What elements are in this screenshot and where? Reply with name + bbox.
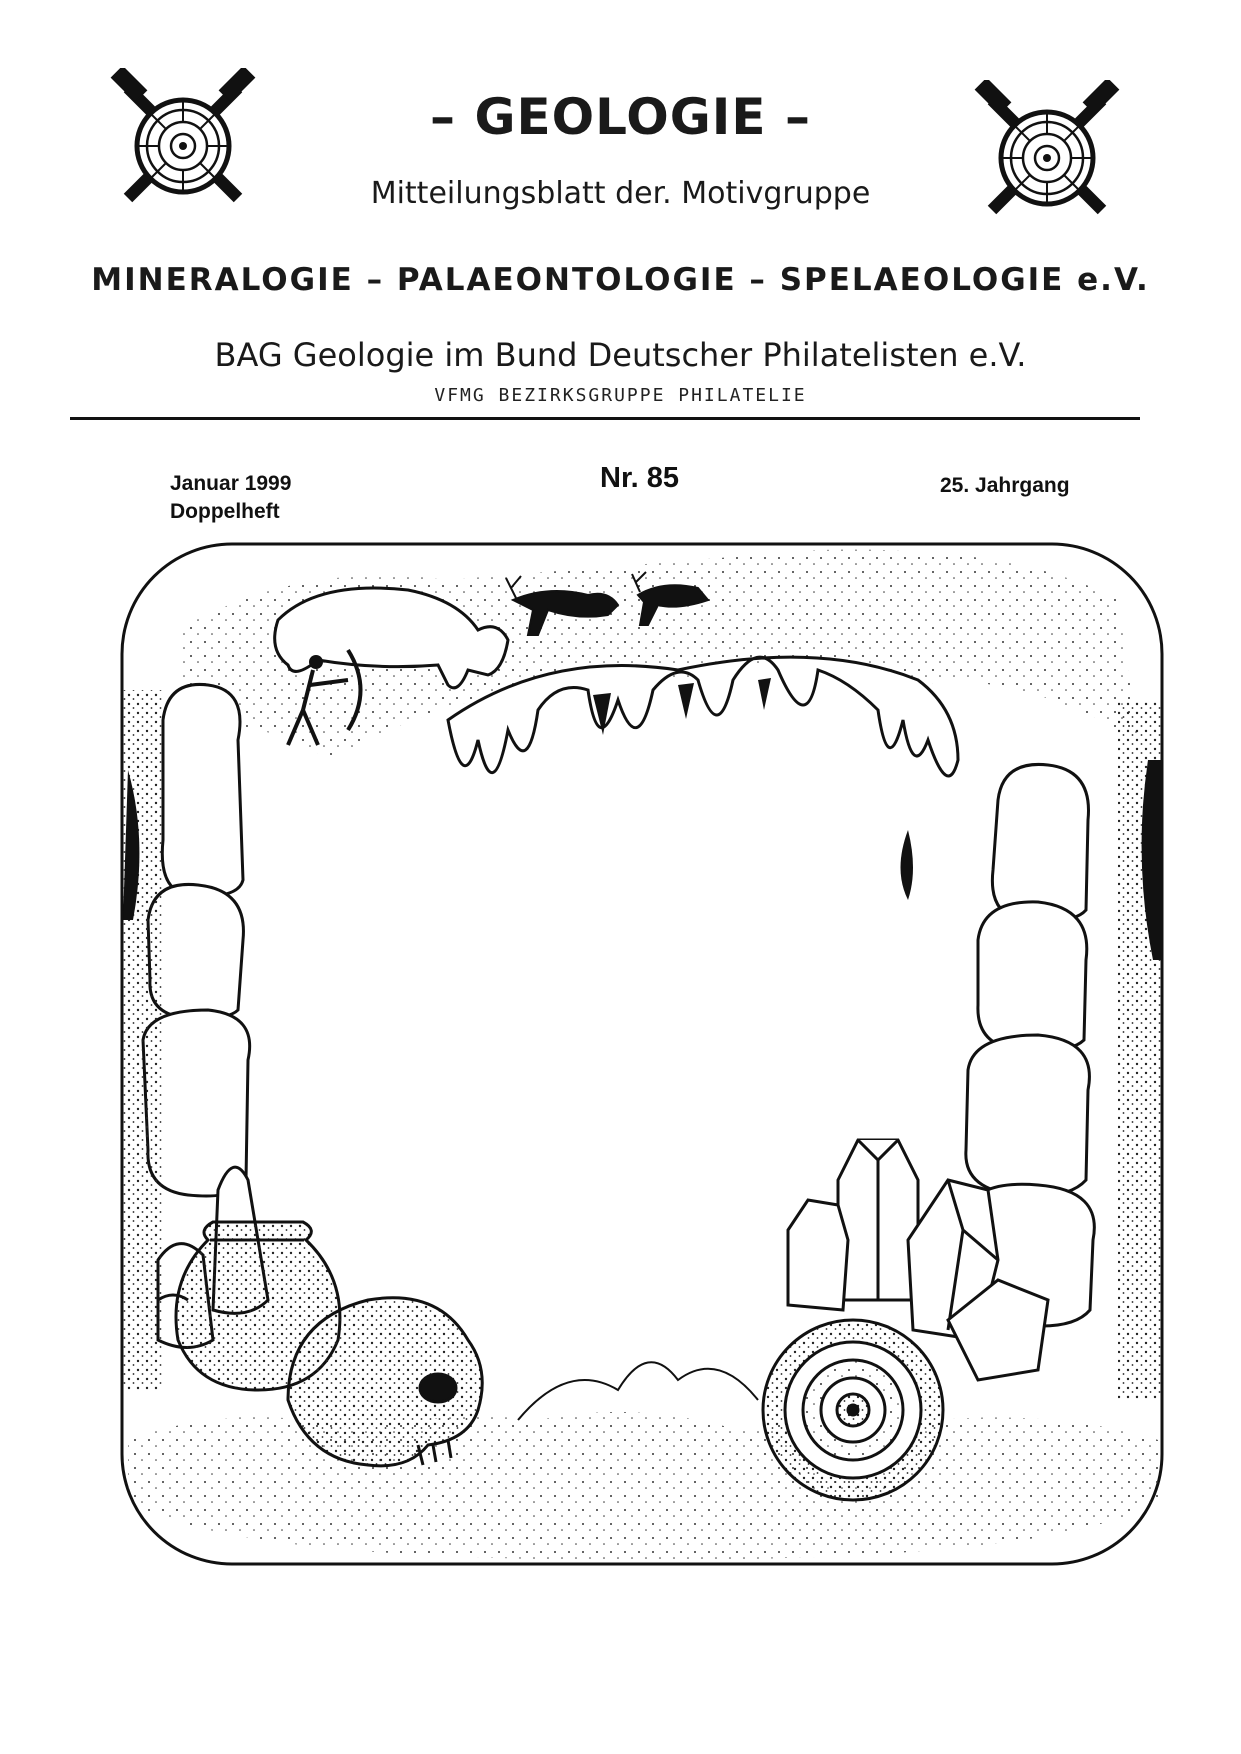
issue-volume: 25. Jahrgang <box>940 474 1070 497</box>
header-divider <box>70 417 1140 420</box>
page-title: – GEOLOGIE – <box>430 88 811 146</box>
issue-date: Januar 1999 <box>170 472 292 495</box>
cave-illustration <box>118 540 1168 1570</box>
organization-line: MINERALOGIE – PALAEONTOLOGIE – SPELAEOLOGIE e.V. <box>91 262 1150 298</box>
issue-date-block <box>170 470 291 526</box>
vfmg-line: VFMG BEZIRKSGRUPPE PHILATELIE <box>434 385 807 406</box>
issue-number: Nr. 85 <box>600 462 679 494</box>
bag-line: BAG Geologie im Bund Deutscher Philatelisten e.V. <box>214 336 1027 374</box>
subtitle: Mitteilungsblatt der. Motivgruppe <box>370 176 871 211</box>
issue-edition: Doppelheft <box>170 500 280 523</box>
